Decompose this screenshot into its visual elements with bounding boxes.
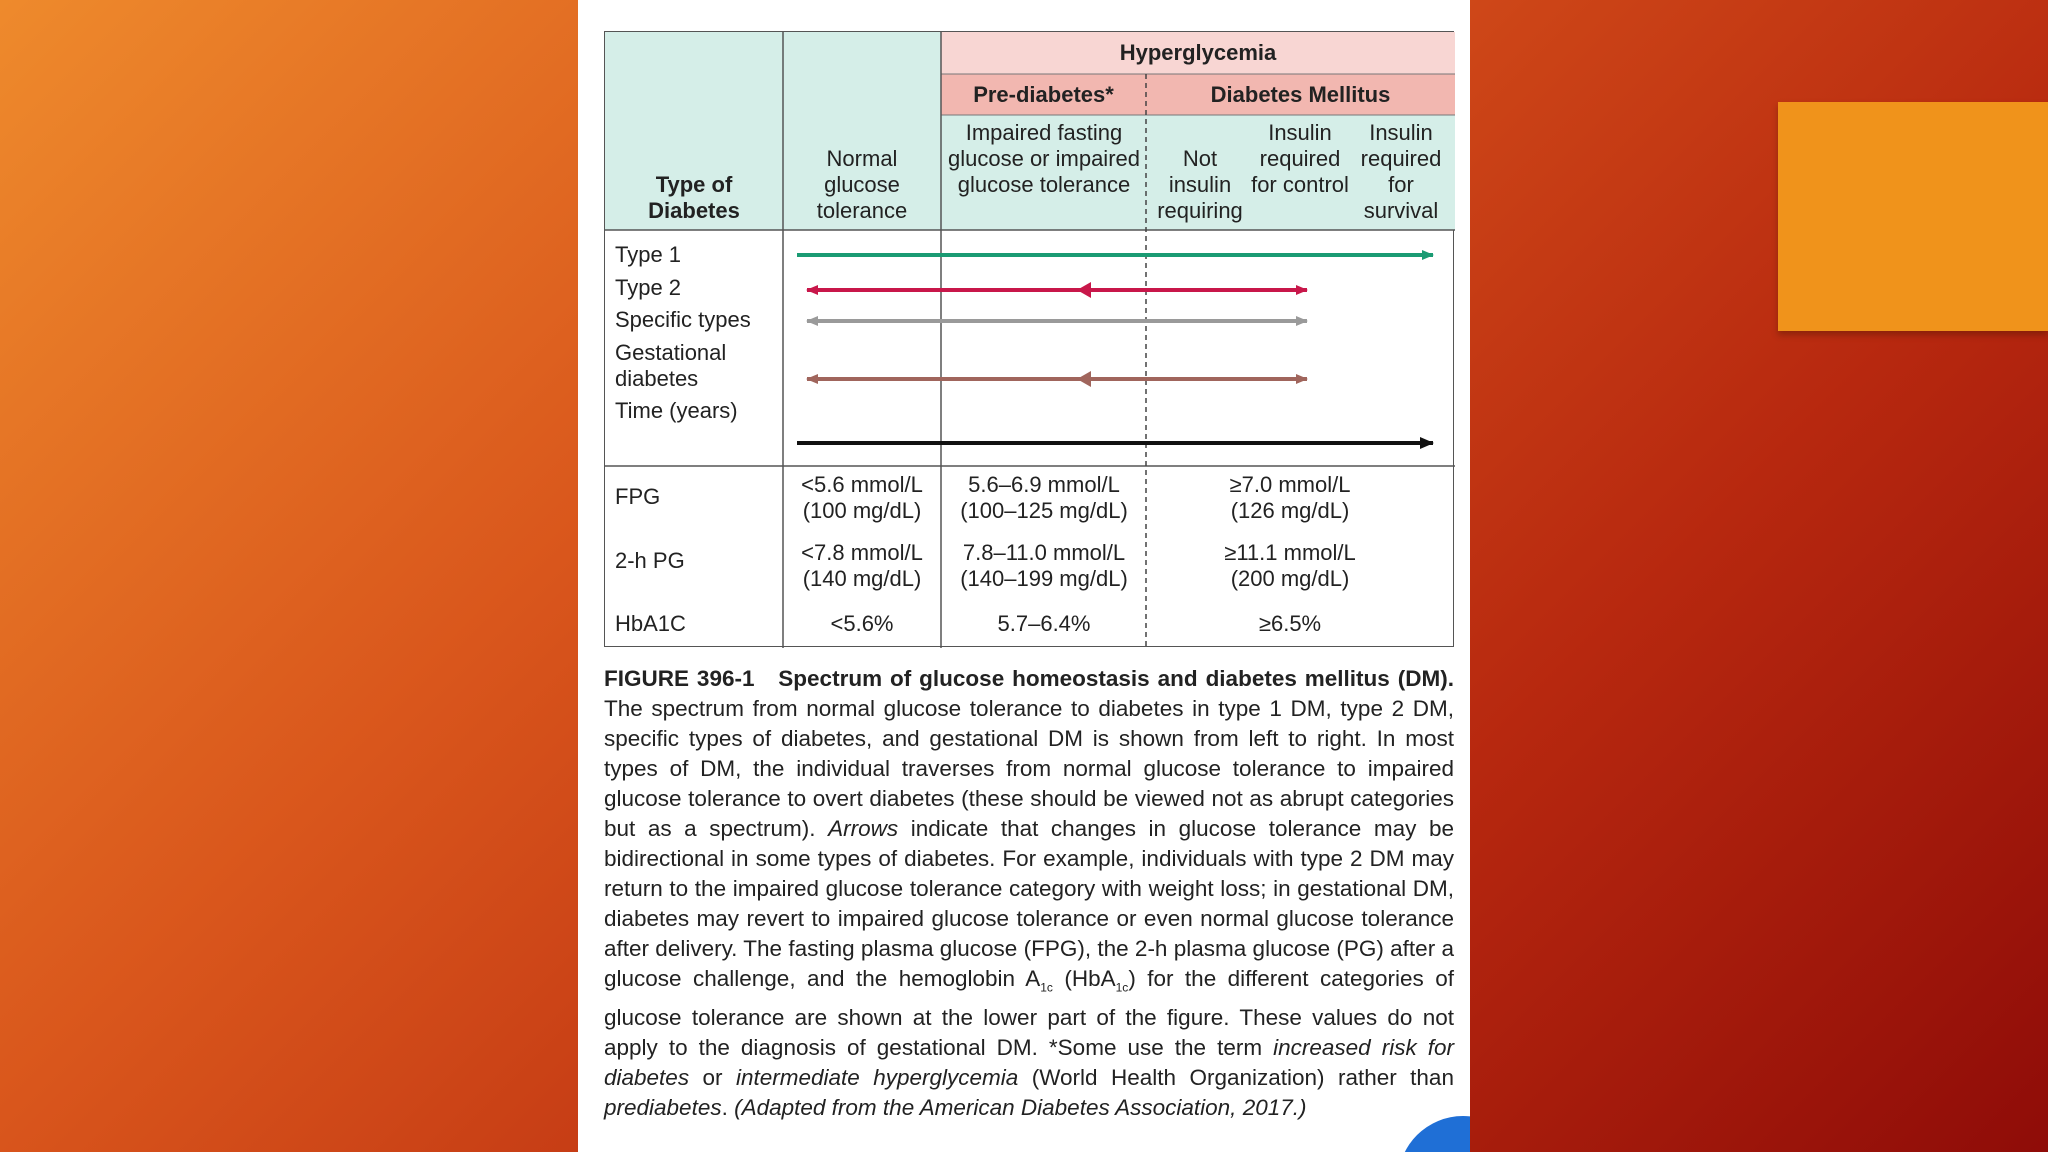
document-page	[578, 0, 1470, 1152]
hba1c-prediabetes: 5.7–6.4%	[997, 611, 1091, 636]
header-prediabetes: Pre-diabetes*	[973, 82, 1114, 107]
hba1c-diabetes: ≥6.5%	[1258, 611, 1322, 636]
caption-text: ) for the different categories of glucose tolerance are shown at the lower part of the figure. These values do not apply to the diagnosis of gestational DM. *Some use the term	[604, 966, 1454, 1060]
caption-term: increased risk for diabetes	[604, 1034, 1454, 1090]
caption-text: The spectrum from normal glucose tolerance to diabetes in type 1 DM, type 2 DM, specific types of diabetes, and gestational DM is shown from left to right. In most types of DM, the individual traverses from normal glucose tolerance to impaired glucose tolerance to overt diabetes (these should be viewed not as abrupt categories but as a spectrum).	[604, 696, 1454, 841]
orange-accent-box	[1778, 102, 2048, 331]
caption-subscript: 1c	[1115, 980, 1129, 995]
caption-text: (HbA	[1064, 966, 1116, 991]
header-impaired-glucose: Impaired fasting glucose or impaired glucose tolerance	[948, 120, 1140, 197]
caption-source: (Adapted from the American Diabetes Association, 2017.)	[734, 1094, 1307, 1120]
figure-caption: FIGURE 396-1 Spectrum of glucose homeostasis and diabetes mellitus (DM). The spectrum from normal glucose tolerance to diabetes in type 1 DM, type 2 DM, specific types of diabetes, and gestational DM is shown from left to right. In most types of DM, the individual traverses from normal glucose tolerance to impaired glucose tolerance to overt diabetes (these should be viewed not as abrupt categories but as a spectrum). Arrows indicate that changes in glucose tolerance may be bidirectional in some types of diabetes. For example, individuals with type 2 DM may return to the impaired glucose tolerance category with weight loss; in gestational DM, diabetes may revert to impaired glucose tolerance or even normal glucose tolerance after delivery. The fasting plasma glucose (FPG), the 2-h plasma glucose (PG) after a glucose challenge, and the hemoglobin $A_{1c}$ (HbA$_{1c}$) for the different categories of glucose tolerance are shown at the lower part of the figure. These values do not apply to the diagnosis of gestational DM. *Some use the term increased risk for diabetes or intermediate hyperglycemia (World Health Organization) rather than prediabetes. (Adapted from the American Diabetes Association, 2017.)	[604, 666, 1454, 1120]
caption-text: (World Health Organization) rather than	[1031, 1064, 1454, 1090]
2h-pg-prediabetes: 7.8–11.0 mmol/L (140–199 mg/dL)	[960, 540, 1128, 591]
caption-text: indicate that changes in glucose tolerance may be bidirectional in some types of diabetes. For example, individuals with type 2 DM may return to the impaired glucose tolerance category with weight loss; in gestational DM, diabetes may revert to impaired glucose tolerance or even normal glucose tolerance after delivery. The fasting plasma glucose (FPG), the 2-h plasma glucose (PG) after a glucose challenge, and the hemoglobin A	[604, 816, 1454, 991]
caption-term: intermediate hyperglycemia	[735, 1064, 1019, 1090]
measure-label-fpg: FPG	[615, 484, 661, 509]
row-label-type2: Type 2	[615, 275, 682, 300]
2h-pg-diabetes: ≥11.1 mmol/L (200 mg/dL)	[1224, 540, 1356, 591]
header-diabetes-mellitus: Diabetes Mellitus	[1210, 82, 1391, 107]
header-type-of-diabetes: Type of Diabetes	[648, 172, 740, 223]
figure-label: FIGURE 396-1	[604, 666, 755, 691]
2h-pg-normal: <7.8 mmol/L (140 mg/dL)	[801, 540, 923, 591]
caption-text: or	[702, 1064, 723, 1090]
measure-label-2h-pg: 2-h PG	[615, 548, 685, 573]
row-label-specific-types: Specific types	[615, 307, 751, 332]
row-label-type1: Type 1	[615, 242, 682, 267]
header-not-insulin-requiring: Not insulin requiring	[1157, 146, 1243, 223]
caption-subscript: 1c	[1040, 980, 1053, 995]
header-insulin-for-survival: Insulin required for survival	[1360, 120, 1442, 223]
row-label-gestational: Gestational diabetes	[615, 340, 727, 391]
fpg-normal: <5.6 mmol/L (100 mg/dL)	[801, 472, 923, 523]
hba1c-normal: <5.6%	[830, 611, 894, 636]
caption-term: prediabetes	[604, 1094, 722, 1120]
gestational-mid-arrowhead	[1077, 371, 1091, 387]
header-normal-glucose-tolerance: Normal glucose tolerance	[816, 146, 908, 223]
measure-label-hba1c: HbA1C	[615, 611, 686, 636]
header-insulin-for-control: Insulin required for control	[1251, 120, 1349, 197]
type2-mid-arrowhead	[1077, 282, 1091, 298]
row-label-time: Time (years)	[615, 398, 738, 423]
header-hyperglycemia: Hyperglycemia	[1119, 40, 1277, 65]
fpg-diabetes: ≥7.0 mmol/L (126 mg/dL)	[1229, 472, 1351, 523]
fpg-prediabetes: 5.6–6.9 mmol/L (100–125 mg/dL)	[960, 472, 1128, 523]
caption-arrows-word: Arrows	[828, 816, 899, 841]
glucose-spectrum-figure	[604, 31, 1454, 647]
figure-title: Spectrum of glucose homeostasis and diabetes mellitus (DM).	[778, 666, 1454, 691]
